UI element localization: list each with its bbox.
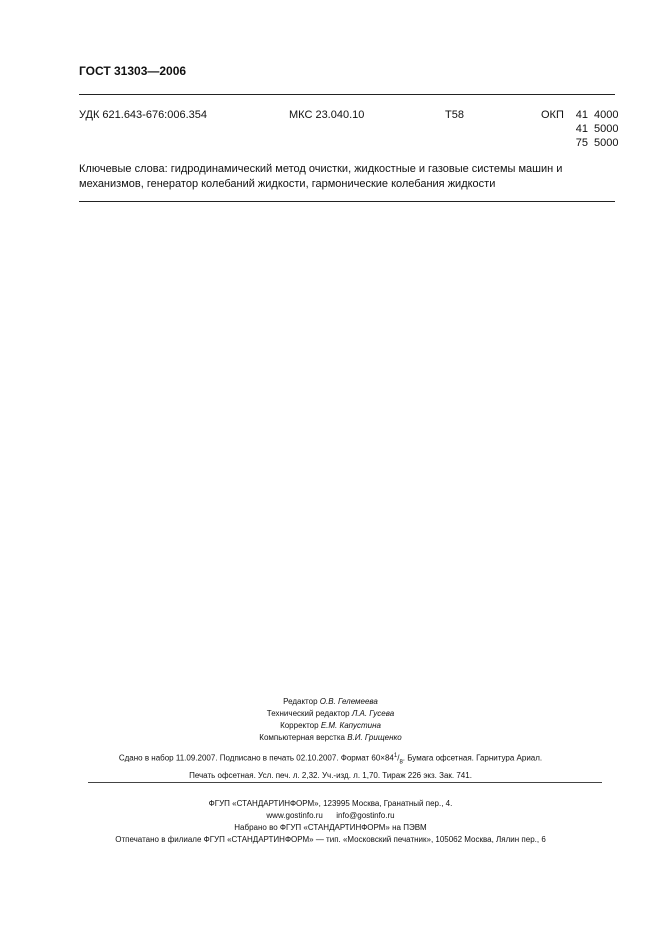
- okp-code-b: 4000: [594, 109, 619, 121]
- okp-codes: [541, 108, 618, 150]
- okp-code-b: 5000: [594, 137, 619, 149]
- okp-label: ОКП: [541, 109, 564, 121]
- layout-line: Компьютерная верстка В.И. Грищенко: [259, 733, 402, 742]
- corrector-name: Е.М. Капустина: [320, 721, 381, 730]
- okp-row: [541, 122, 618, 136]
- publisher-email: info@gostinfo.ru: [336, 811, 395, 820]
- publisher-address: ФГУП «СТАНДАРТИНФОРМ», 123995 Москва, Гранатный пер., 4.: [208, 799, 453, 808]
- okp-code-b: 5000: [594, 123, 619, 135]
- editor-line: Редактор О.В. Гелемеева: [283, 697, 378, 706]
- standard-number: ГОСТ 31303—2006: [79, 64, 187, 78]
- publisher-info: [0, 798, 661, 846]
- t-code: Т58: [445, 109, 464, 121]
- keywords-paragraph: Ключевые слова: гидродинамический метод очистки, жидкостные и газовые системы машин и механизмов, генератор колебаний жидкости, гармонические колебания жидкости: [79, 163, 563, 190]
- tech-editor-line: Технический редактор Л.А. Гусева: [266, 709, 395, 718]
- okp-code-a: 41: [575, 109, 588, 121]
- layout-name: В.И. Грищенко: [347, 733, 402, 742]
- udk-code: УДК 621.643-676:006.354: [79, 109, 208, 121]
- editorial-credits: [0, 696, 661, 744]
- printed-line: Отпечатано в филиале ФГУП «СТАНДАРТИНФОРМ» — тип. «Московский печатник», 105062 Москва, Лялин пер., 6: [115, 835, 546, 844]
- editor-name: О.В. Гелемеева: [319, 697, 378, 706]
- okp-code-a: 75: [575, 137, 588, 149]
- publication-line-1: Сдано в набор 11.09.2007. Подписано в печать 02.10.2007. Формат $60\times 84^1/_8$. Бумага офсетная. Гарнитура Ариал.: [118, 753, 543, 766]
- keywords-divider: [79, 201, 615, 202]
- okp-row: [541, 108, 618, 122]
- corrector-line: Корректор Е.М. Капустина: [280, 721, 381, 730]
- publisher-contacts: [0, 810, 661, 822]
- publication-details: [0, 750, 661, 782]
- typeset-line: Набрано во ФГУП «СТАНДАРТИНФОРМ» на ПЭВМ: [234, 823, 427, 832]
- publisher-website: www.gostinfo.ru: [266, 811, 323, 820]
- header-divider: [79, 94, 615, 95]
- okp-code-a: 41: [575, 123, 588, 135]
- publication-line-2: Печать офсетная. Усл. печ. л. 2,32. Уч.-изд. л. 1,70. Тираж 226 экз. Зак. 741.: [189, 771, 472, 781]
- mks-code: МКС 23.040.10: [289, 109, 365, 121]
- footer-divider: [88, 782, 602, 783]
- tech-editor-name: Л.А. Гусева: [351, 709, 395, 718]
- okp-row: [541, 136, 618, 150]
